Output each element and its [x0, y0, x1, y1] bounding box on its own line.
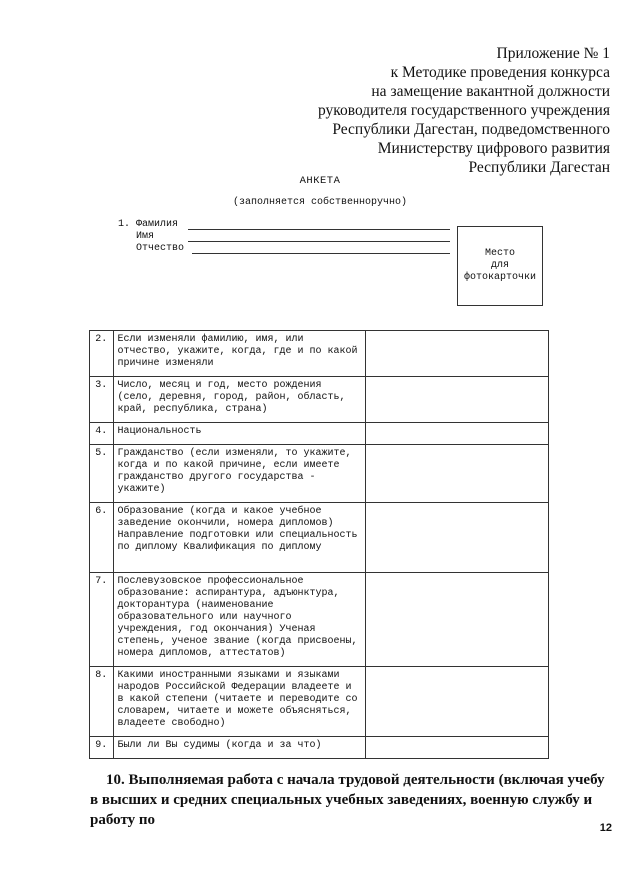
- row-answer-cell[interactable]: [366, 737, 549, 759]
- header-line: руководителя государственного учреждения: [317, 102, 610, 119]
- row-answer-cell[interactable]: [366, 503, 549, 573]
- row-number: 7.: [90, 573, 114, 667]
- form-title: АНКЕТА: [299, 175, 341, 187]
- table-row: [90, 445, 549, 503]
- row-question: Какими иностранными языками и языками народов Российской Федерации владеете и в какой степени (читаете и переводите со словарем, читаете и можете объясняться, владеете свободно): [113, 667, 366, 737]
- header-line: Министерству цифрового развития: [377, 140, 610, 157]
- header-line: Республики Дагестан: [468, 159, 610, 176]
- appendix-header: [250, 44, 610, 177]
- last-name-label: Фамилия: [136, 219, 179, 230]
- row-answer-cell[interactable]: [366, 445, 549, 503]
- row-number: 8.: [90, 667, 114, 737]
- last-name-field[interactable]: [188, 229, 450, 230]
- row-question: Были ли Вы судимы (когда и за что): [113, 737, 366, 759]
- row-question: Гражданство (если изменяли, то укажите, когда и по какой причине, если имеете гражданство другого государства - укажите): [113, 445, 366, 503]
- row-number: 4.: [90, 423, 114, 445]
- row-question: Если изменяли фамилию, имя, или отчество, укажите, когда, где и по какой причине изменяли: [113, 331, 366, 377]
- photo-placeholder: [457, 226, 543, 306]
- table-row: [90, 573, 549, 667]
- row-answer-cell[interactable]: [366, 423, 549, 445]
- row-question: Послевузовское профессиональное образование: аспирантура, адъюнктура, докторантура (наименование образовательного или научного учреждения, год окончания) Ученая степень, ученое звание (когда присвоены, номера дипломов, аттестатов): [113, 573, 366, 667]
- table-row: [90, 423, 549, 445]
- table-row: [90, 377, 549, 423]
- table-row: [90, 667, 549, 737]
- header-line: на замещение вакантной должности: [371, 83, 610, 100]
- form-subtitle: (заполняется собственноручно): [232, 197, 408, 208]
- first-name-field[interactable]: [188, 241, 450, 242]
- photo-label: Место: [484, 248, 515, 259]
- header-line: Приложение № 1: [496, 45, 610, 62]
- table-row: [90, 503, 549, 573]
- row-number: 2.: [90, 331, 114, 377]
- row-answer-cell[interactable]: [366, 573, 549, 667]
- header-line: к Методике проведения конкурса: [390, 64, 610, 81]
- photo-label: фотокарточки: [463, 272, 536, 283]
- header-line: Республики Дагестан, подведомственного: [332, 121, 610, 138]
- questionnaire-table: [89, 330, 549, 759]
- row-number: 9.: [90, 737, 114, 759]
- item-number: 1.: [118, 219, 131, 230]
- row-question: Национальность: [113, 423, 366, 445]
- page-number: 12: [599, 822, 612, 834]
- row-answer-cell[interactable]: [366, 331, 549, 377]
- row-number: 5.: [90, 445, 114, 503]
- row-number: 3.: [90, 377, 114, 423]
- row-question: Число, месяц и год, место рождения (село, деревня, город, район, область, край, республика, страна): [113, 377, 366, 423]
- row-number: 6.: [90, 503, 114, 573]
- patronymic-field[interactable]: [192, 253, 450, 254]
- patronymic-label: Отчество: [136, 243, 185, 254]
- table-row: [90, 331, 549, 377]
- section-10-paragraph: 10. Выполняемая работа с начала трудовой деятельности (включая учебу в высших и средних специальных учебных заведениях, военную службу и работу по: [90, 772, 605, 828]
- photo-label: для: [490, 260, 509, 271]
- row-question: Образование (когда и какое учебное заведение окончили, номера дипломов) Направление подготовки или специальность по диплому Квалификация по диплому: [113, 503, 366, 573]
- row-answer-cell[interactable]: [366, 667, 549, 737]
- row-answer-cell[interactable]: [366, 377, 549, 423]
- first-name-label: Имя: [136, 231, 155, 242]
- table-row: [90, 737, 549, 759]
